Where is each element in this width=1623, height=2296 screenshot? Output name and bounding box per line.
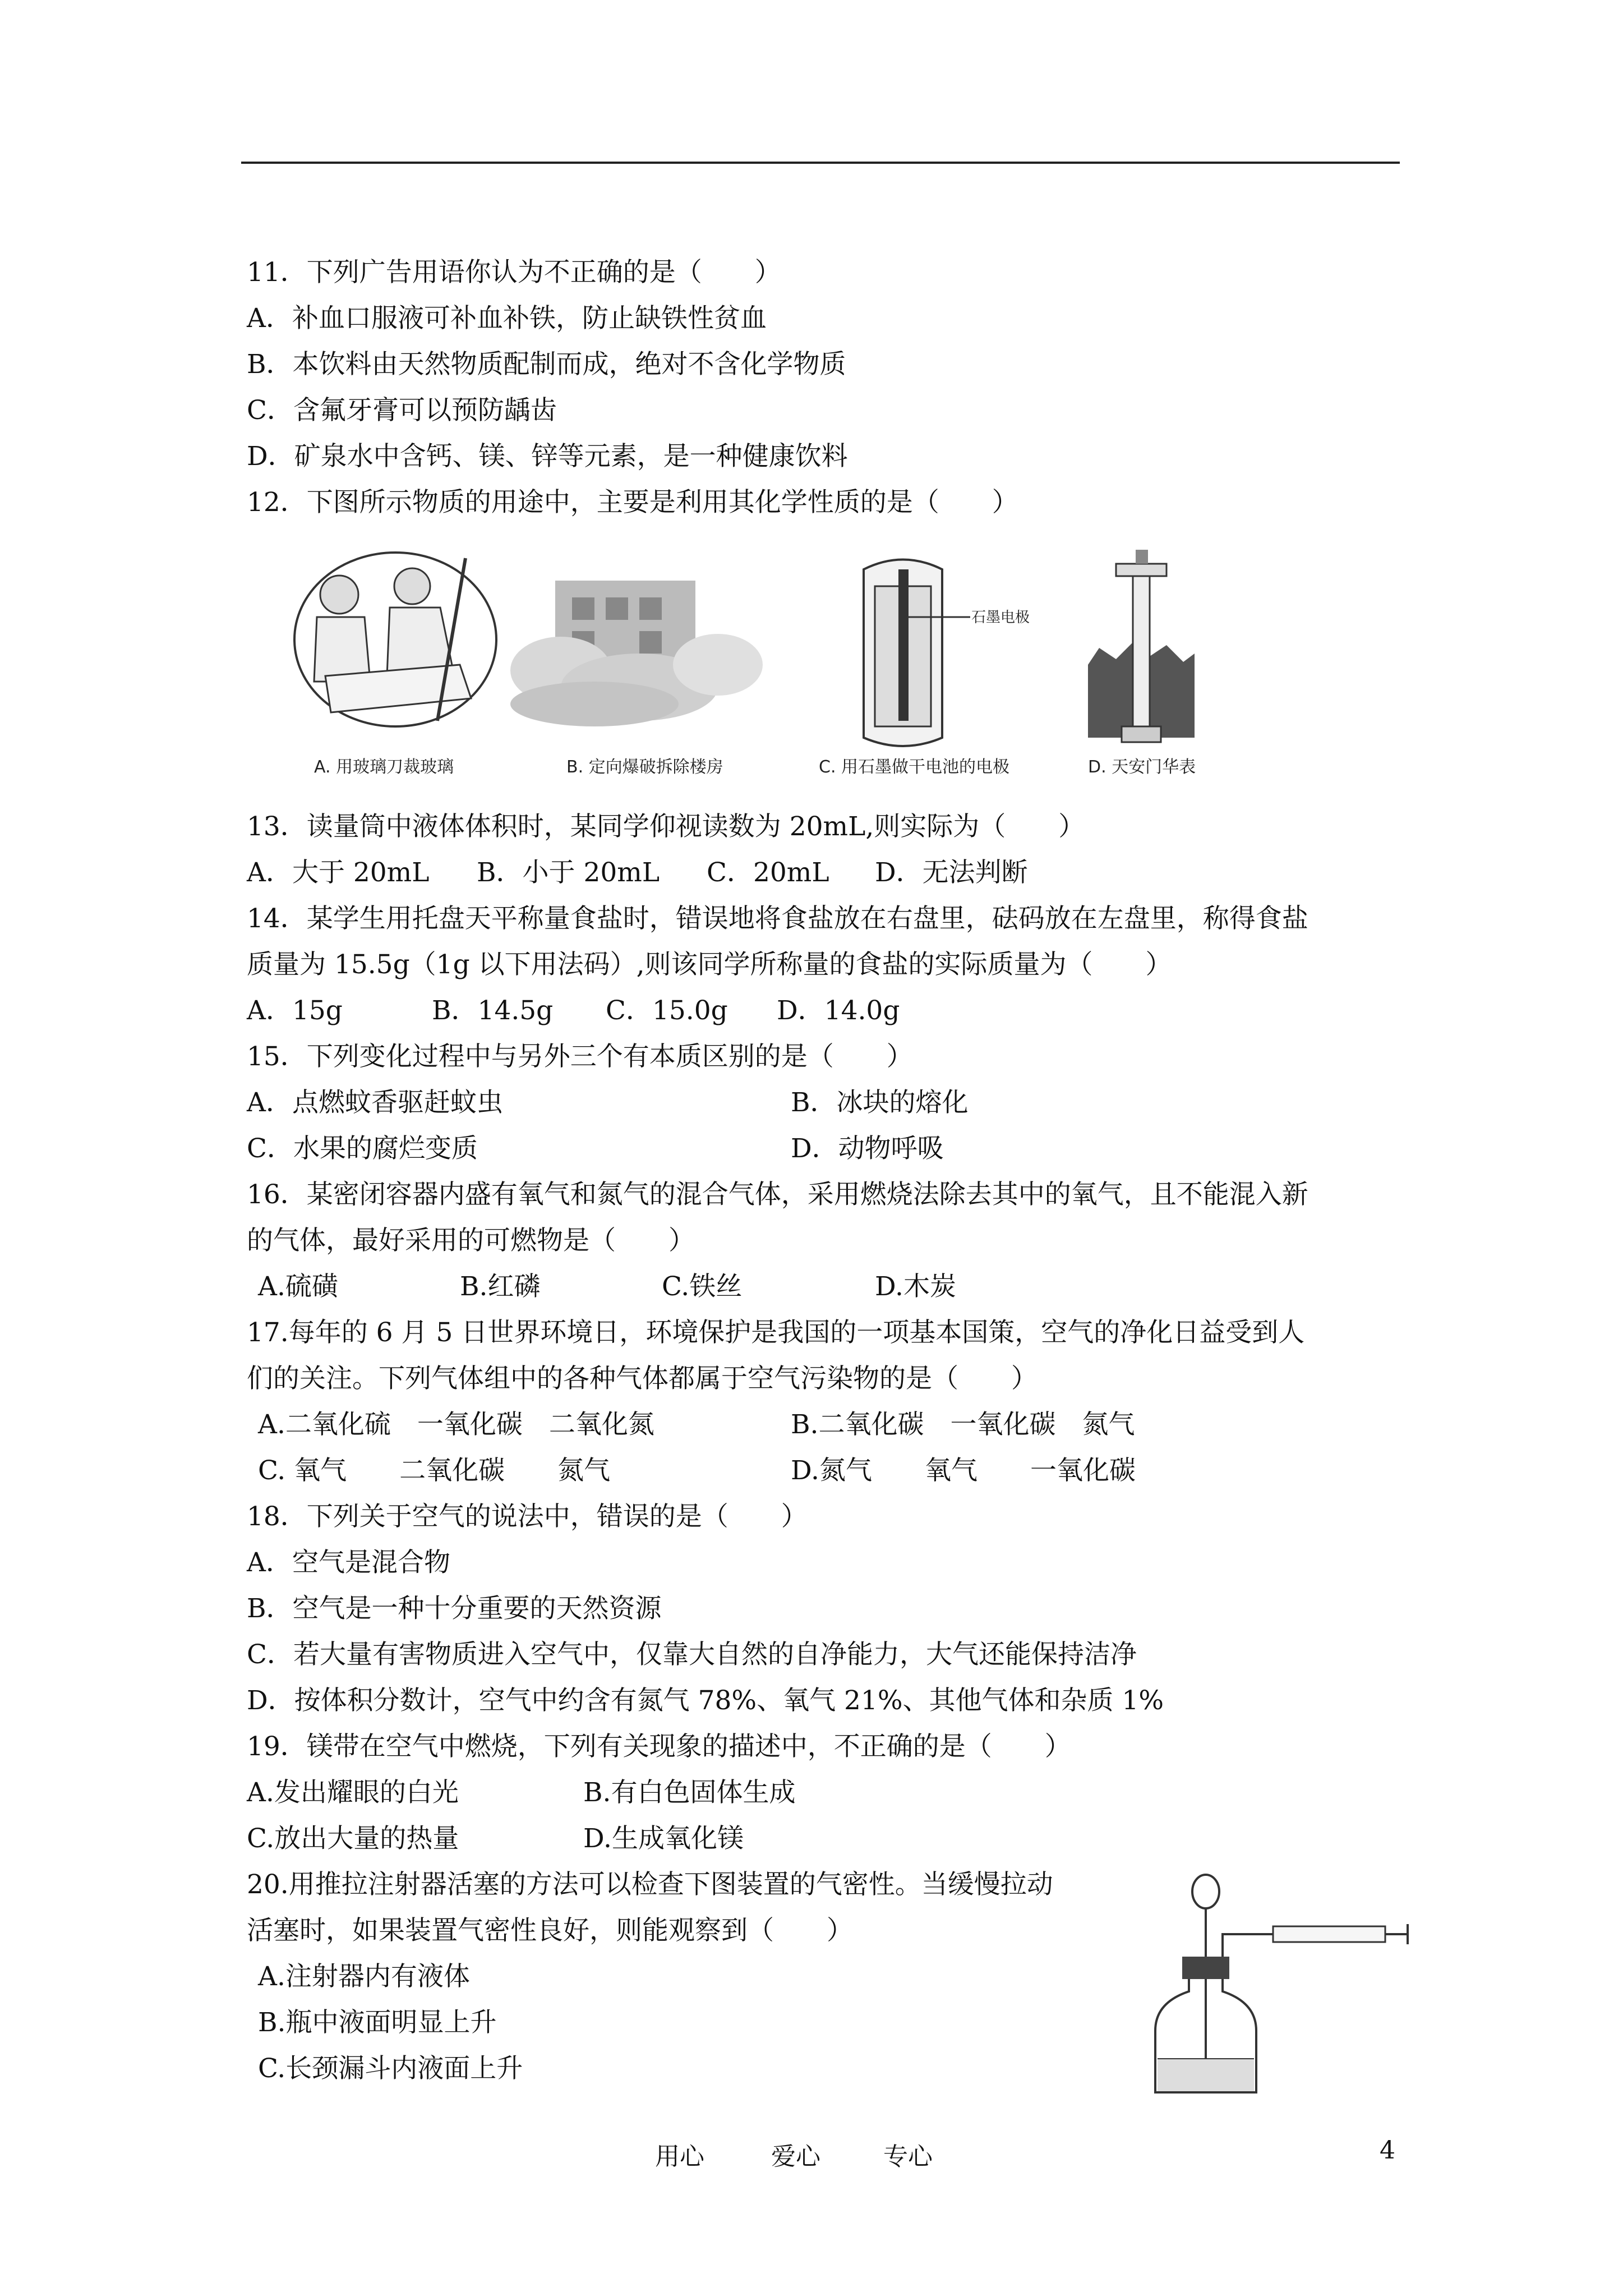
q15-option-a: A．点燃蚊香驱赶蚊虫 [247, 1087, 503, 1118]
q11-option-b: B．本饮料由天然物质配制而成，绝对不含化学物质 [247, 349, 846, 380]
q17-option-b: B.二氧化碳 一氧化碳 氮气 [791, 1409, 1135, 1440]
q20-option-c: C.长颈漏斗内液面上升 [258, 2053, 523, 2084]
q16-option-c: C.铁丝 [662, 1271, 743, 1302]
q17-option-a: A.二氧化硫 一氧化碳 二氧化氮 [258, 1409, 654, 1440]
q12-caption-c: C. 用石墨做干电池的电极 [819, 757, 1010, 777]
q17-option-c: C. 氧气 二氧化碳 氮气 [258, 1455, 611, 1486]
q19-option-d: D.生成氧化镁 [583, 1823, 744, 1854]
q20-apparatus-figure [1144, 1868, 1413, 2104]
q16-option-b: B.红磷 [460, 1271, 541, 1302]
q20-stem-line2: 活塞时，如果装置气密性良好，则能观察到（ ） [247, 1915, 853, 1946]
q16-stem-line1: 16．某密闭容器内盛有氧气和氮气的混合气体，采用燃烧法除去其中的氧气，且不能混入新 [247, 1179, 1308, 1210]
q14-option-b: B．14.5g [432, 995, 554, 1026]
page-number: 4 [1380, 2136, 1395, 2165]
q18-option-b: B．空气是一种十分重要的天然资源 [247, 1593, 662, 1624]
q13-stem: 13．读量筒中液体体积时，某同学仰视读数为 20mL,则实际为（ ） [247, 811, 1085, 842]
q19-option-a: A.发出耀眼的白光 [247, 1777, 459, 1808]
q16-option-d: D.木炭 [875, 1271, 956, 1302]
footer-motto-2: 爱心 [771, 2142, 820, 2171]
demolition-illustration [510, 581, 763, 726]
q16-option-a: A.硫磺 [258, 1271, 338, 1302]
q13-option-a: A．大于 20mL [247, 857, 430, 888]
q20-option-a: A.注射器内有液体 [258, 1961, 470, 1992]
header-rule [241, 162, 1400, 164]
q12-figure [292, 547, 1256, 783]
q15-stem: 15．下列变化过程中与另外三个有本质区别的是（ ） [247, 1041, 913, 1072]
huabiao-illustration [1088, 550, 1195, 742]
q13-option-c: C．20mL [707, 857, 829, 888]
q11-option-d: D．矿泉水中含钙、镁、锌等元素，是一种健康饮料 [247, 441, 848, 472]
glass-cutter-illustration [294, 553, 496, 726]
q17-option-d: D.氮气 氧气 一氧化碳 [791, 1455, 1136, 1486]
q12-stem: 12．下图所示物质的用途中，主要是利用其化学性质的是（ ） [247, 487, 1018, 518]
footer-motto-3: 专心 [883, 2142, 933, 2171]
q20-option-b: B.瓶中液面明显上升 [258, 2007, 497, 2038]
q17-stem-line1: 17.每年的 6 月 5 日世界环境日，环境保护是我国的一项基本国策，空气的净化日益受到人 [247, 1317, 1305, 1348]
q12-caption-b: B. 定向爆破拆除楼房 [566, 757, 723, 777]
q19-option-b: B.有白色固体生成 [583, 1777, 796, 1808]
q11-stem: 11．下列广告用语你认为不正确的是（ ） [247, 257, 781, 288]
q19-option-c: C.放出大量的热量 [247, 1823, 459, 1854]
q13-option-b: B．小于 20mL [477, 857, 660, 888]
q18-option-d: D．按体积分数计，空气中约含有氮气 78%、氧气 21%、其他气体和杂质 1% [247, 1685, 1164, 1716]
dry-battery-illustration [864, 560, 970, 747]
q18-option-c: C．若大量有害物质进入空气中，仅靠大自然的自净能力，大气还能保持洁净 [247, 1639, 1137, 1670]
q12-caption-a: A. 用玻璃刀裁玻璃 [314, 757, 454, 777]
q14-option-c: C．15.0g [606, 995, 728, 1026]
q13-option-d: D．无法判断 [875, 857, 1028, 888]
funnel-bulb [1192, 1875, 1219, 1908]
q14-option-d: D．14.0g [777, 995, 900, 1026]
q15-option-b: B．冰块的熔化 [791, 1087, 969, 1118]
q18-option-a: A．空气是混合物 [247, 1547, 450, 1578]
q11-option-a: A．补血口服液可补血补铁，防止缺铁性贫血 [247, 303, 767, 334]
q11-option-c: C．含氟牙膏可以预防龋齿 [247, 395, 557, 426]
q14-option-a: A．15g [247, 995, 343, 1026]
footer-motto-1: 用心 [655, 2142, 704, 2171]
q15-option-d: D．动物呼吸 [791, 1133, 944, 1164]
delivery-tube [1223, 1934, 1273, 1957]
q17-stem-line2: 们的关注。下列气体组中的各种气体都属于空气污染物的是（ ） [247, 1363, 1038, 1394]
q14-stem-line2: 质量为 15.5g（1g 以下用法码）,则该同学所称量的食盐的实际质量为（ ） [247, 949, 1172, 980]
bottle-liquid [1158, 2059, 1254, 2091]
q18-stem: 18．下列关于空气的说法中，错误的是（ ） [247, 1501, 808, 1532]
syringe-barrel [1273, 1926, 1385, 1942]
q15-option-c: C．水果的腐烂变质 [247, 1133, 478, 1164]
q14-stem-line1: 14．某学生用托盘天平称量食盐时，错误地将食盐放在右盘里，砝码放在左盘里，称得食盐 [247, 903, 1308, 934]
q20-stem-line1: 20.用推拉注射器活塞的方法可以检查下图装置的气密性。当缓慢拉动 [247, 1869, 1053, 1900]
q16-stem-line2: 的气体，最好采用的可燃物是（ ） [247, 1225, 695, 1256]
rubber-stopper [1182, 1957, 1229, 1979]
q12-caption-d: D. 天安门华表 [1088, 757, 1196, 777]
q19-stem: 19．镁带在空气中燃烧，下列有关现象的描述中，不正确的是（ ） [247, 1731, 1071, 1762]
graphite-electrode-label: 石墨电极 [971, 609, 1030, 626]
